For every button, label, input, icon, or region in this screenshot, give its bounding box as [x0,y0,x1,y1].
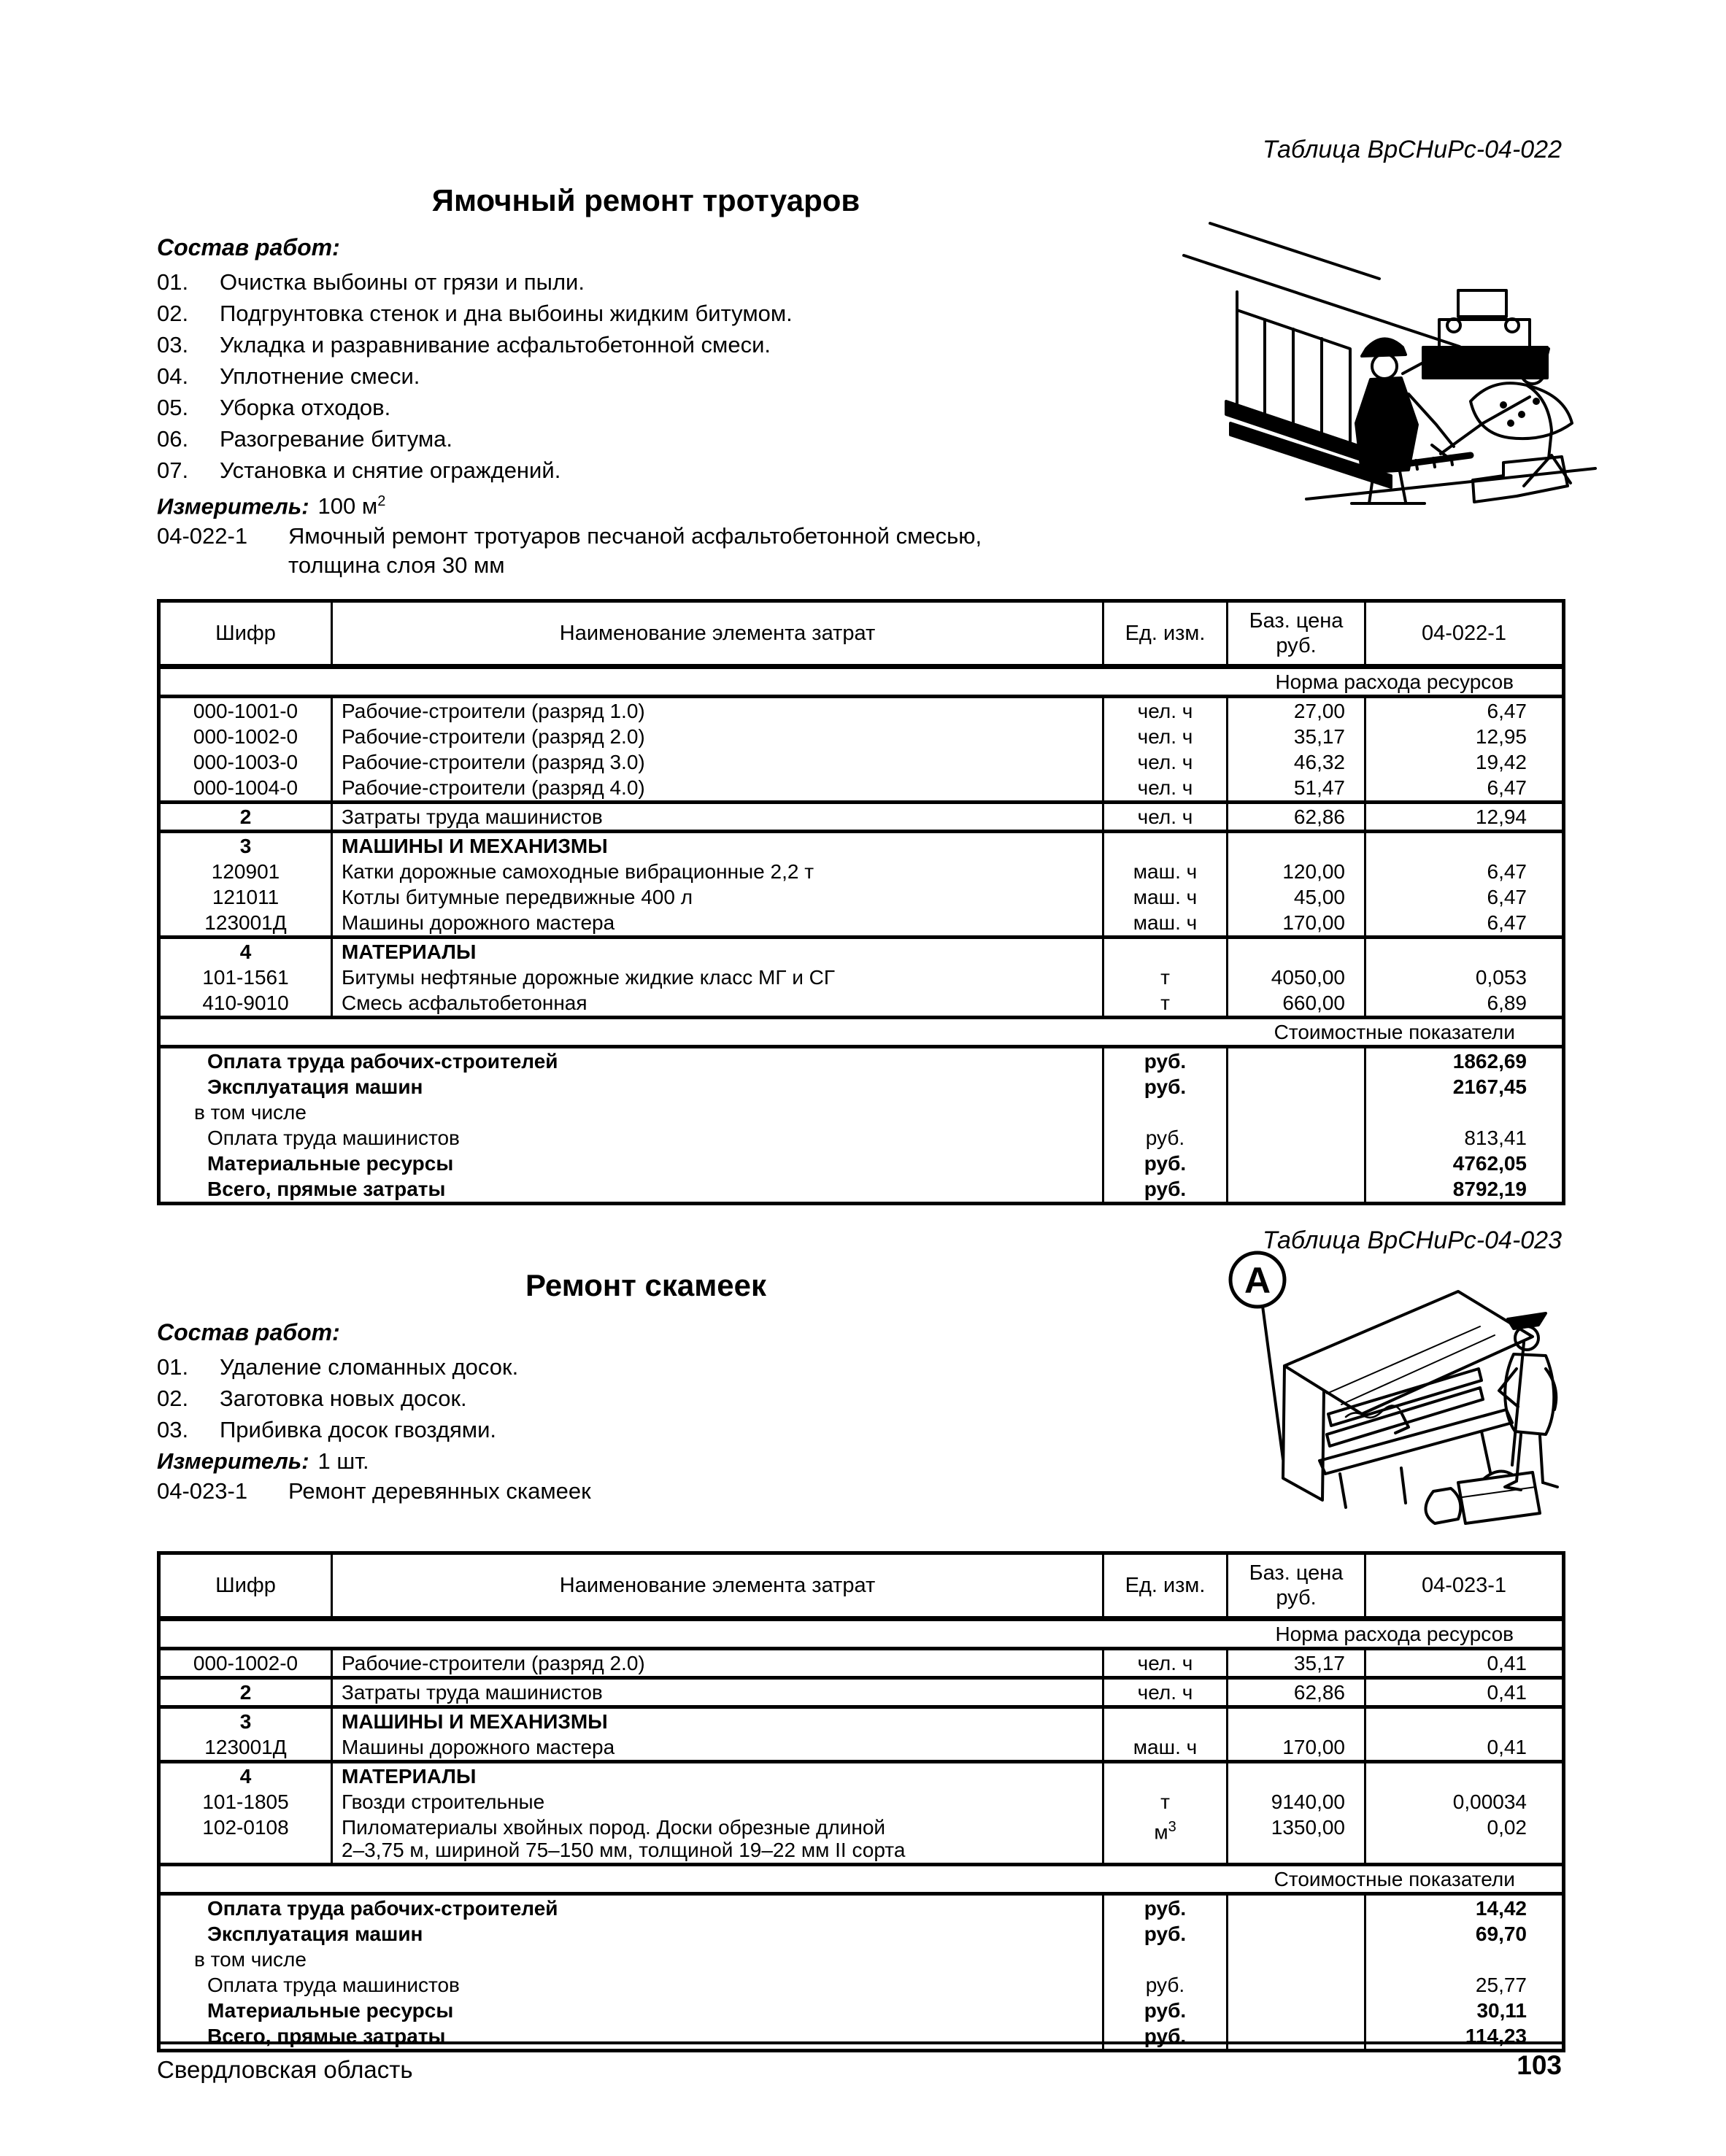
item-description-line2: толщина слоя 30 мм [288,552,505,579]
sidewalk-repair-illustration [1168,182,1598,511]
work-item-text: Уборка отходов. [220,395,391,420]
value-cell [1365,1707,1564,1735]
cost-band-row [159,1865,1564,1894]
unit-cell: маш. ч [1103,910,1228,938]
measure-label: Измеритель: [157,1448,309,1475]
name-cell: Затраты труда машинистов [332,803,1103,832]
code-cell: 101-1805 [202,1790,289,1814]
illustration-label-a: А [1244,1260,1271,1301]
table-row [159,775,1564,803]
cost-value-cell: 25,77 [1365,1972,1564,1998]
cost-name-cell: Оплата труда рабочих-строителей [207,1897,558,1920]
group-header-row [159,1707,1564,1735]
cost-band-spacer [159,1865,1228,1894]
table-row [159,724,1564,749]
unit-cell [1103,832,1228,859]
price-cell: 660,00 [1228,990,1365,1018]
unit-cell: чел. ч [1103,803,1228,832]
cost-unit-cell: руб. [1103,1894,1228,1922]
code-cell: 2 [159,803,332,832]
table-row [159,910,1564,938]
unit-cell: чел. ч [1103,775,1228,803]
work-item-number: 02. [157,301,189,326]
cost-name-cell: Всего, прямые затраты [207,1178,446,1201]
cost-price-cell [1228,1100,1365,1125]
unit-cell [1103,938,1228,965]
table-row [159,965,1564,990]
cost-name-cell: Эксплуатация машин [207,1923,423,1946]
price-cell: 4050,00 [1228,965,1365,990]
value-cell: 0,41 [1365,1649,1564,1678]
work-item-number: 07. [157,457,189,483]
name-cell: МАТЕРИАЛЫ [332,938,1103,965]
value-cell: 6,47 [1365,859,1564,884]
price-header-line1: Баз. цена [1249,1561,1344,1585]
name-cell: Битумы нефтяные дорожные жидкие класс МГ и СГ [332,965,1103,990]
name-cell: Рабочие-строители (разряд 4.0) [332,775,1103,803]
norma-band-spacer [159,1619,1228,1649]
unit-cell [1103,1762,1228,1790]
price-header [1228,1553,1365,1619]
name-cell [332,1815,1103,1865]
cost-name-cell: в том числе [194,1101,307,1124]
code-header: Шифр [159,601,332,667]
measure-value: 100 м [317,493,378,519]
cost-row [159,1998,1564,2023]
name-cell: Гвозди строительные [332,1789,1103,1815]
name-cell: Рабочие-строители (разряд 3.0) [332,749,1103,775]
cost-band-label: Стоимостные показатели [1228,1865,1564,1894]
cost-unit-cell: руб. [1103,1998,1228,2023]
name-cell: МАШИНЫ И МЕХАНИЗМЫ [332,1707,1103,1735]
table-row [159,1789,1564,1815]
cost-unit-cell [1103,1100,1228,1125]
norma-band-spacer [159,667,1228,697]
code-cell: 101-1561 [202,966,289,989]
unit-superscript: 3 [1168,1819,1176,1836]
price-cell [1228,938,1365,965]
name-cell: МАШИНЫ И МЕХАНИЗМЫ [332,832,1103,859]
code-header: Шифр [159,1553,332,1619]
column-header: 04-023-1 [1365,1553,1564,1619]
price-cell: 35,17 [1228,724,1365,749]
code-cell: 4 [159,938,332,965]
cost-name-cell: Оплата труда машинистов [207,1974,460,1997]
cost-row [159,2023,1564,2051]
price-cell: 27,00 [1228,697,1365,725]
cost-value-cell: 8792,19 [1365,1176,1564,1204]
work-item-number: 02. [157,1386,189,1412]
cost-unit-cell: руб. [1103,1047,1228,1075]
name-header: Наименование элемента затрат [332,601,1103,667]
price-cell: 62,86 [1228,803,1365,832]
code-cell: 4 [159,1762,332,1790]
cost-value-cell: 69,70 [1365,1921,1564,1947]
work-item-number: 06. [157,426,189,452]
value-cell [1365,832,1564,859]
value-cell: 6,47 [1365,697,1564,725]
cost-value-cell: 813,41 [1365,1125,1564,1151]
value-cell: 12,94 [1365,803,1564,832]
norma-band-row [159,1619,1564,1649]
name-header: Наименование элемента затрат [332,1553,1103,1619]
price-cell: 170,00 [1228,910,1365,938]
cost-price-cell [1228,1151,1365,1176]
work-item-text: Уплотнение смеси. [220,363,420,389]
code-cell: 3 [239,1710,252,1734]
table-row [159,1734,1564,1762]
cost-price-cell [1228,1894,1365,1922]
work-item-number: 01. [157,269,189,295]
value-cell: 12,95 [1365,724,1564,749]
value-cell: 6,47 [1365,775,1564,803]
unit-cell: т [1103,990,1228,1018]
cost-value-cell [1365,1947,1564,1972]
unit-cell: маш. ч [1103,1734,1228,1762]
price-cell: 170,00 [1228,1734,1365,1762]
price-cell: 120,00 [1228,859,1365,884]
work-item-number: 04. [157,363,189,389]
column-header: 04-022-1 [1365,601,1564,667]
section2-title: Ремонт скамеек [525,1268,767,1303]
item-description: Ямочный ремонт тротуаров песчаной асфальтобетонной смесью, [288,523,982,549]
price-cell: 1350,00 [1228,1815,1365,1865]
name-cell: Смесь асфальтобетонная [332,990,1103,1018]
section2-table-label: Таблица ВрСНиРс-04-023 [1262,1226,1562,1255]
cost-name-cell: Материальные ресурсы [207,1152,454,1175]
value-cell: 0,053 [1365,965,1564,990]
cost-price-cell [1228,1947,1365,1972]
price-cell: 62,86 [1228,1678,1365,1707]
code-cell: 000-1004-0 [193,776,298,800]
cost-unit-cell: руб. [1103,2023,1228,2051]
code-cell: 2 [159,1678,332,1707]
table-row [159,1678,1564,1707]
work-item-number: 01. [157,1354,189,1380]
code-cell: 3 [239,835,252,858]
price-header-line2: руб. [1276,1586,1317,1610]
table-row [159,859,1564,884]
item-description: Ремонт деревянных скамеек [288,1478,591,1504]
footer-region-label: Свердловская область [157,2056,413,2083]
unit-cell [1103,1815,1228,1865]
price-header [1228,601,1365,667]
cost-name-cell: Оплата труда машинистов [207,1127,460,1150]
cost-band-row [159,1018,1564,1047]
work-item-number: 05. [157,395,189,420]
name-cell: Катки дорожные самоходные вибрационные 2,2 т [332,859,1103,884]
code-cell: 121011 [212,886,280,909]
code-cell: 410-9010 [202,992,289,1015]
table-row [159,803,1564,832]
cost-name-cell: Всего, прямые затраты [207,2025,446,2048]
table-row [159,749,1564,775]
cost-price-cell [1228,1176,1365,1204]
unit-cell: т [1103,1789,1228,1815]
code-cell: 000-1001-0 [193,700,298,723]
cost-row [159,1176,1564,1204]
cost-name-cell: Материальные ресурсы [207,1999,454,2022]
value-cell: 19,42 [1365,749,1564,775]
work-item-text: Прибивка досок гвоздями. [220,1417,497,1443]
item-code: 04-022-1 [157,523,248,549]
cost-price-cell [1228,1921,1365,1947]
cost-table-04-022 [157,599,1565,1205]
price-cell [1228,1762,1365,1790]
value-cell [1365,938,1564,965]
table-header-row [159,1553,1564,1619]
value-cell: 0,41 [1365,1678,1564,1707]
cost-row [159,1947,1564,1972]
name-cell: Котлы битумные передвижные 400 л [332,884,1103,910]
price-header-line2: руб. [1276,634,1317,658]
price-cell: 35,17 [1228,1649,1365,1678]
value-cell [1365,1762,1564,1790]
section1-works-heading: Состав работ: [157,234,340,260]
item-code: 04-023-1 [157,1478,248,1504]
unit-text: м [1154,1820,1168,1844]
cost-row [159,1894,1564,1922]
work-item-text: Заготовка новых досок. [220,1386,467,1412]
work-item-text: Подгрунтовка стенок и дна выбоины жидким битумом. [220,301,793,326]
section2-works-heading: Состав работ: [157,1319,340,1346]
unit-header: Ед. изм. [1103,1553,1228,1619]
cost-price-cell [1228,1047,1365,1075]
table-row [159,697,1564,725]
value-cell: 6,89 [1365,990,1564,1018]
cost-price-cell [1228,1074,1365,1100]
cost-band-label: Стоимостные показатели [1228,1018,1564,1047]
group-header-row [159,1762,1564,1790]
cost-value-cell [1365,1100,1564,1125]
table-row [159,884,1564,910]
work-item-number: 03. [157,332,189,358]
unit-cell: маш. ч [1103,884,1228,910]
unit-header: Ед. изм. [1103,601,1228,667]
code-cell: 000-1002-0 [193,725,298,749]
code-cell: 102-0108 [202,1816,289,1839]
cost-value-cell: 30,11 [1365,1998,1564,2023]
name-cell: МАТЕРИАЛЫ [332,1762,1103,1790]
cost-unit-cell: руб. [1103,1125,1228,1151]
code-cell: 000-1002-0 [193,1652,298,1675]
name-cell: Машины дорожного мастера [332,910,1103,938]
name-cell: Рабочие-строители (разряд 1.0) [332,697,1103,725]
cost-price-cell [1228,1972,1365,1998]
norma-band-label: Норма расхода ресурсов [1228,667,1564,697]
value-cell: 0,02 [1365,1815,1564,1865]
code-cell: 123001Д [204,911,287,935]
cost-unit-cell: руб. [1103,1176,1228,1204]
unit-cell: маш. ч [1103,859,1228,884]
cost-name-cell: Оплата труда рабочих-строителей [207,1050,558,1073]
price-cell: 9140,00 [1228,1789,1365,1815]
norma-band-label: Норма расхода ресурсов [1228,1619,1564,1649]
name-cell: Рабочие-строители (разряд 2.0) [332,724,1103,749]
work-item-text: Установка и снятие ограждений. [220,457,561,483]
measure-superscript: 2 [377,493,386,509]
measure-label: Измеритель: [157,493,309,519]
name-cell: Машины дорожного мастера [332,1734,1103,1762]
group-header-row [159,832,1564,859]
value-cell: 6,47 [1365,884,1564,910]
measure-value: 1 шт. [317,1448,369,1475]
name-line1: Пиломатериалы хвойных пород. Доски обрезные длиной [342,1816,886,1839]
section1-item-line [157,522,1562,551]
code-cell: 000-1003-0 [193,751,298,774]
cost-name-cell: Эксплуатация машин [207,1075,423,1099]
price-cell [1228,1707,1365,1735]
cost-row [159,1074,1564,1100]
cost-value-cell: 14,42 [1365,1894,1564,1922]
work-item-text: Очистка выбоины от грязи и пыли. [220,269,585,295]
work-item-number: 03. [157,1417,189,1443]
value-cell: 0,41 [1365,1734,1564,1762]
cost-row [159,1151,1564,1176]
cost-row [159,1100,1564,1125]
cost-table-04-023 [157,1551,1565,2052]
cost-value-cell: 1862,69 [1365,1047,1564,1075]
table-row [159,1815,1564,1865]
unit-cell: чел. ч [1103,749,1228,775]
cost-row [159,1125,1564,1151]
group-header-row [159,938,1564,965]
cost-row [159,1047,1564,1075]
cost-unit-cell [1103,1947,1228,1972]
table-row [159,1649,1564,1678]
name-line2: 2–3,75 м, шириной 75–150 мм, толщиной 19–22 мм II сорта [342,1839,906,1862]
table-row [159,990,1564,1018]
bench-repair-illustration [1217,1240,1582,1550]
cost-price-cell [1228,1998,1365,2023]
cost-price-cell [1228,1125,1365,1151]
cost-name-cell: в том числе [194,1948,307,1971]
cost-unit-cell: руб. [1103,1074,1228,1100]
cost-unit-cell: руб. [1103,1972,1228,1998]
section1-title: Ямочный ремонт тротуаров [431,183,860,217]
page-number: 103 [1517,2050,1562,2080]
unit-cell: чел. ч [1103,724,1228,749]
cost-unit-cell: руб. [1103,1921,1228,1947]
value-cell: 0,00034 [1365,1789,1564,1815]
value-cell: 6,47 [1365,910,1564,938]
unit-cell: чел. ч [1103,1678,1228,1707]
section1-table-label: Таблица ВрСНиРс-04-022 [1262,136,1562,163]
code-cell: 120901 [211,860,280,884]
unit-cell [1103,1707,1228,1735]
work-item-text: Укладка и разравнивание асфальтобетонной смеси. [220,332,771,358]
unit-cell: чел. ч [1103,1649,1228,1678]
work-item-text: Разогревание битума. [220,426,453,452]
cost-value-cell: 2167,45 [1365,1074,1564,1100]
cost-row [159,1972,1564,1998]
cost-unit-cell: руб. [1103,1151,1228,1176]
code-cell: 123001Д [204,1736,287,1759]
footer-rule [157,2041,1562,2044]
cost-row [159,1921,1564,1947]
cost-value-cell: 114,23 [1365,2023,1564,2051]
unit-cell: т [1103,965,1228,990]
price-cell: 45,00 [1228,884,1365,910]
price-cell [1228,832,1365,859]
name-cell: Рабочие-строители (разряд 2.0) [332,1649,1103,1678]
name-cell: Затраты труда машинистов [332,1678,1103,1707]
table-header-row [159,601,1564,667]
price-cell: 51,47 [1228,775,1365,803]
cost-value-cell: 4762,05 [1365,1151,1564,1176]
cost-price-cell [1228,2023,1365,2051]
work-item-text: Удаление сломанных досок. [220,1354,519,1380]
norma-band-row [159,667,1564,697]
cost-band-spacer [159,1018,1228,1047]
price-header-line1: Баз. цена [1249,609,1344,633]
price-cell: 46,32 [1228,749,1365,775]
unit-cell: чел. ч [1103,697,1228,725]
